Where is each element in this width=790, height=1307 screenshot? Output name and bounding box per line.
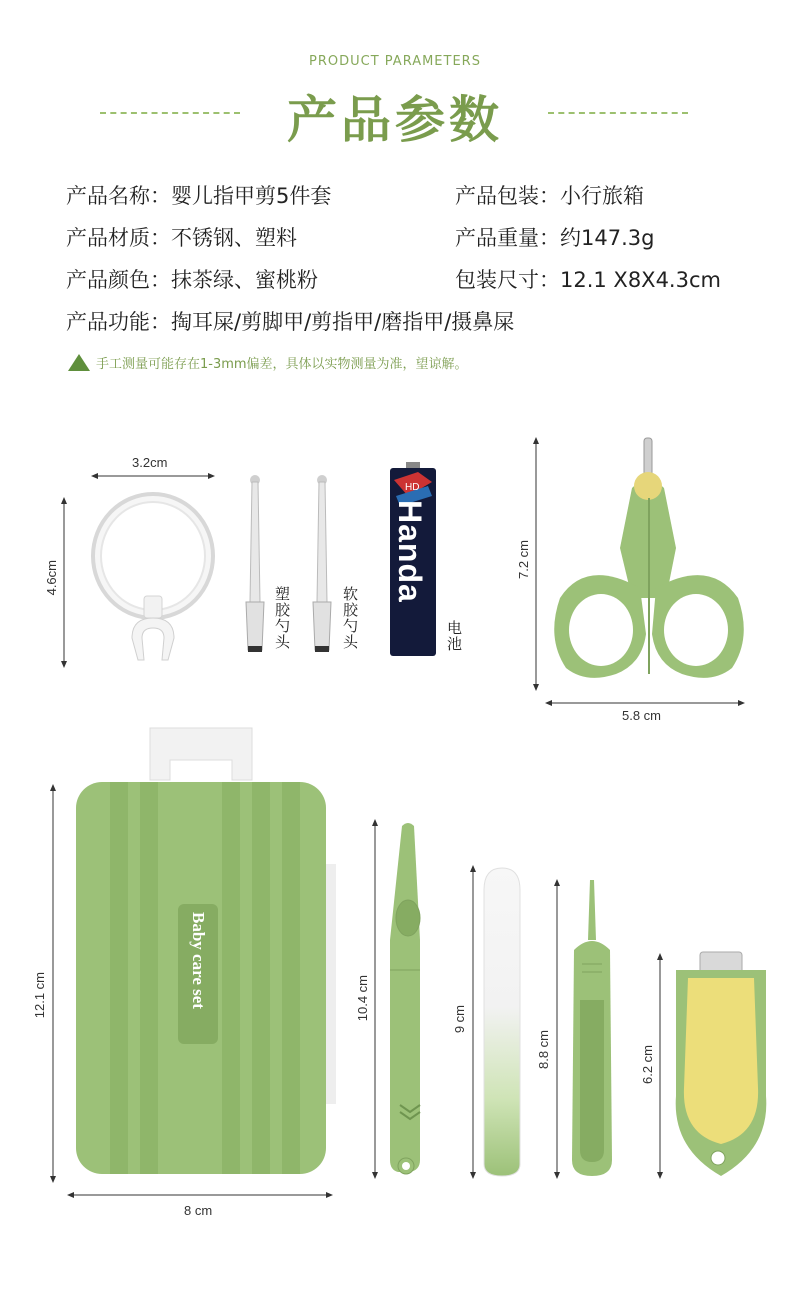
scissors-height-label: 7.2 cm	[516, 540, 531, 580]
light-earpick-image	[386, 820, 436, 1180]
earpick-height-label: 10.4 cm	[355, 975, 370, 1022]
spec-weight: 产品重量：约147.3g	[455, 226, 655, 250]
measurement-note: 手工测量可能存在1-3mm偏差，具体以实物测量为准，望谅解。	[96, 357, 468, 372]
spec-color: 产品颜色：抹茶绿、蜜桃粉	[66, 268, 318, 292]
nail-clipper-image	[666, 948, 776, 1178]
spec-name: 产品名称：婴儿指甲剪5件套	[66, 184, 332, 208]
tweezers-image	[564, 880, 624, 1180]
spec-size: 包装尺寸：12.1 X8X4.3cm	[455, 268, 721, 292]
soft-tip-earpick-image	[307, 472, 337, 662]
case-label: Baby care set	[189, 912, 208, 1009]
clipper-height-label: 6.2 cm	[640, 1045, 655, 1085]
case-height-label: 12.1 cm	[32, 972, 47, 1019]
battery-brand: Handa	[392, 500, 428, 603]
tweezers-height-label: 8.8 cm	[536, 1030, 551, 1070]
spec-function: 产品功能：掏耳屎/剪脚甲/剪指甲/磨指甲/摄鼻屎	[66, 310, 515, 334]
magnifier-image	[88, 490, 218, 670]
battery-label: 电池	[445, 620, 463, 652]
case-width-label: 8 cm	[184, 1203, 213, 1218]
magnifier-width-label: 3.2cm	[132, 455, 168, 470]
page-title: 产品参数	[287, 91, 503, 149]
hard-tip-label: 塑胶勺头	[273, 586, 291, 650]
soft-tip-label: 软胶勺头	[341, 586, 359, 650]
battery-mark: HD	[405, 482, 420, 493]
hard-tip-earpick-image	[240, 472, 270, 662]
scissors-image	[546, 438, 756, 688]
nail-file-image	[484, 868, 524, 1178]
scissors-width-label: 5.8 cm	[622, 708, 662, 723]
spec-package: 产品包装：小行旅箱	[455, 184, 644, 208]
magnifier-height-label: 4.6cm	[44, 560, 59, 596]
section-subtitle: PRODUCT PARAMETERS	[309, 54, 481, 69]
spec-material: 产品材质：不锈钢、塑料	[66, 226, 297, 250]
file-height-label: 9 cm	[452, 1005, 467, 1034]
